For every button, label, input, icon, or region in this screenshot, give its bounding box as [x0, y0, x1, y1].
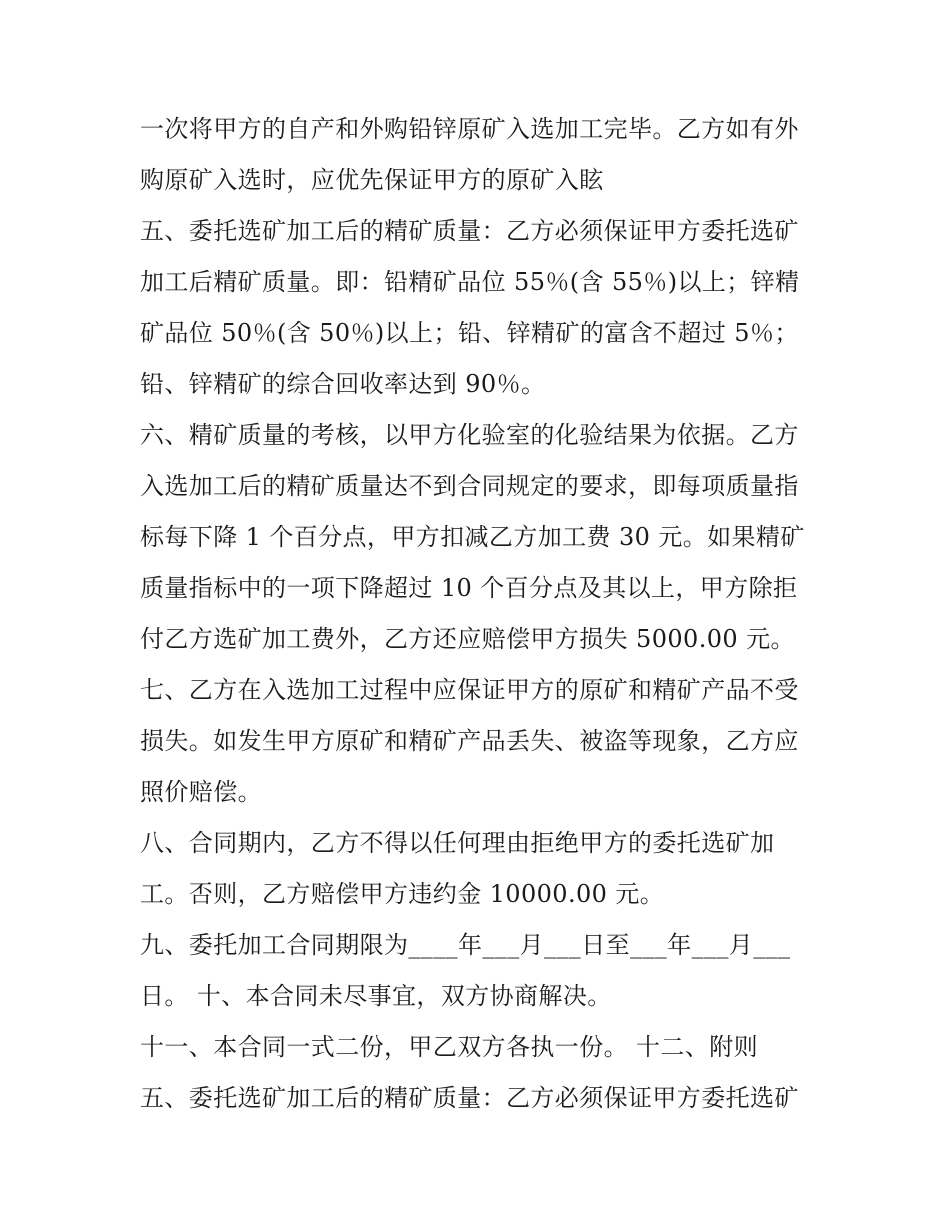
- text-line: 日。 十、本合同未尽事宜，双方协商解决。: [140, 982, 612, 1010]
- text-line: 六、精矿质量的考核，以甲方化验室的化验结果为依据。乙方: [140, 421, 799, 449]
- text-line: 一次将甲方的自产和外购铅锌原矿入选加工完毕。乙方如有外: [140, 115, 799, 143]
- text-line: 八、合同期内，乙方不得以任何理由拒绝甲方的委托选矿加: [140, 829, 775, 857]
- text-line: 损失。如发生甲方原矿和精矿产品丢失、被盗等现象，乙方应: [140, 727, 799, 755]
- text-line: 十一、本合同一式二份，甲乙双方各执一份。 十二、附则: [140, 1033, 759, 1061]
- text-line: 五、委托选矿加工后的精矿质量：乙方必须保证甲方委托选矿: [140, 217, 799, 245]
- text-line: 七、乙方在入选加工过程中应保证甲方的原矿和精矿产品不受: [140, 676, 799, 704]
- text-line: 矿品位 50％(含 50％)以上；铅、锌精矿的富含不超过 5％；: [140, 319, 799, 347]
- text-line: 付乙方选矿加工费外，乙方还应赔偿甲方损失 5000.00 元。: [140, 625, 795, 653]
- text-line: 加工后精矿质量。即：铅精矿品位 55％(含 55％)以上；锌精: [140, 268, 800, 296]
- text-line: 质量指标中的一项下降超过 10 个百分点及其以上，甲方除拒: [140, 574, 798, 602]
- text-line: 标每下降 1 个百分点，甲方扣减乙方加工费 30 元。如果精矿: [140, 523, 805, 551]
- text-line: 工。否则，乙方赔偿甲方违约金 10000.00 元。: [140, 880, 665, 908]
- document-body: [140, 104, 816, 1124]
- text-line: 铅、锌精矿的综合回收率达到 90％。: [140, 370, 546, 398]
- text-line: 九、委托加工合同期限为____年___月___日至___年___月___: [140, 931, 791, 959]
- text-line: 购原矿入选时，应优先保证甲方的原矿入眩: [140, 166, 604, 194]
- text-line: 五、委托选矿加工后的精矿质量：乙方必须保证甲方委托选矿: [140, 1084, 799, 1112]
- text-line: 入选加工后的精矿质量达不到合同规定的要求，即每项质量指: [140, 472, 799, 500]
- text-line: 照价赔偿。: [140, 778, 262, 806]
